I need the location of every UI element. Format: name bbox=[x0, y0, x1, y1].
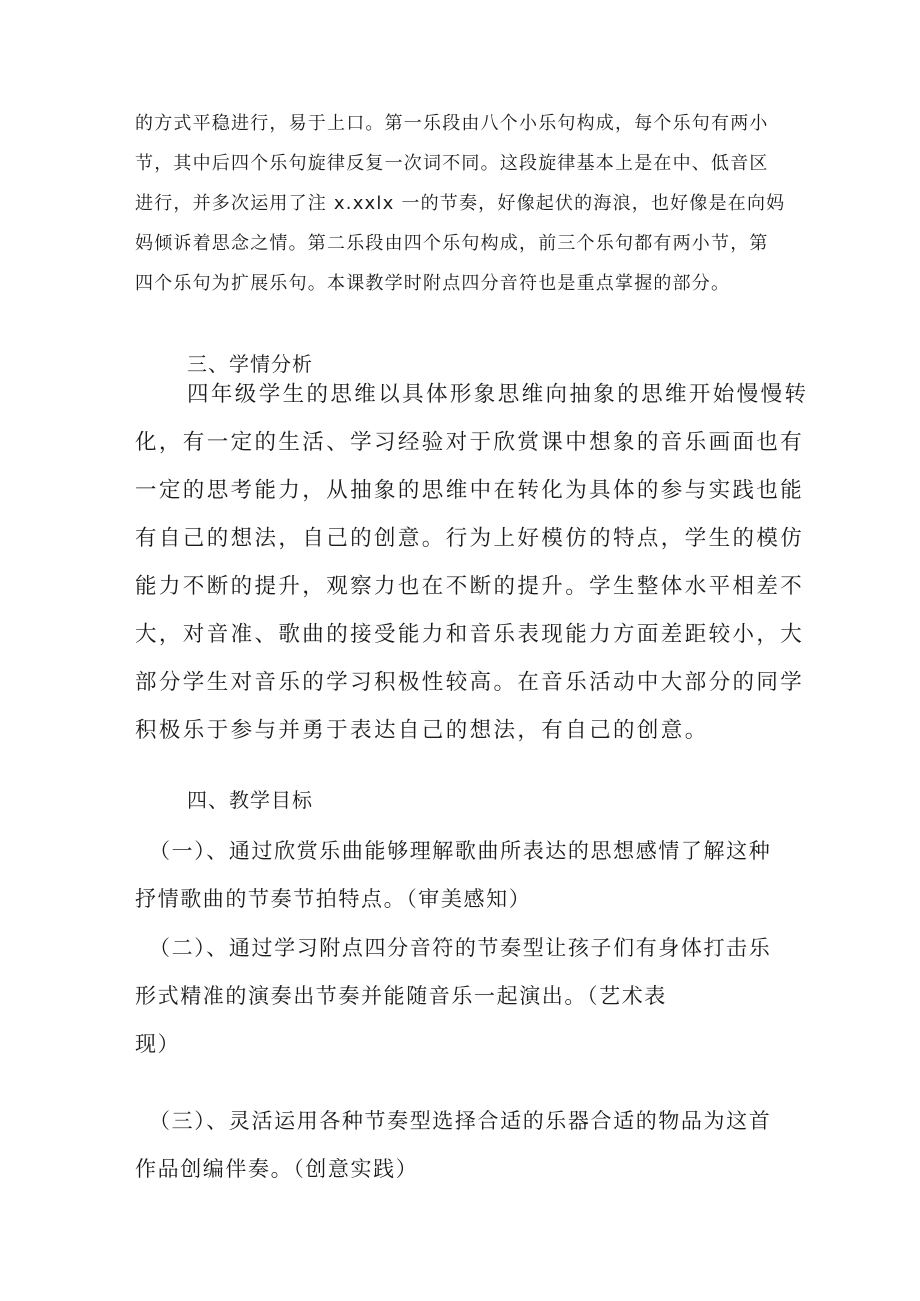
text-line: 一定的思考能力，从抽象的思维中在转化为具体的参与实践也能 bbox=[135, 478, 805, 503]
text-line: 四年级学生的思维以具体形象思维向抽象的思维开始慢慢转 bbox=[187, 382, 809, 407]
section-heading-learning-analysis: 三、学情分析 bbox=[187, 352, 313, 376]
text-line: 能力不断的提升，观察力也在不断的提升。学生整体水平相差不 bbox=[135, 574, 805, 599]
intro-paragraph bbox=[135, 104, 787, 304]
text-line: 形式精准的演奏出节奏并能随音乐一起演出。（艺术表 bbox=[135, 984, 667, 1008]
text-line: 作品创编伴奏。（创意实践） bbox=[135, 1157, 419, 1181]
text-line: 有自己的想法，自己的创意。行为上好模仿的特点，学生的模仿 bbox=[135, 526, 805, 551]
text-line: （一）、通过欣赏乐曲能够理解歌曲所表达的思想感情了解这种 bbox=[149, 839, 772, 863]
text-line: 化，有一定的生活、学习经验对于欣赏课中想象的音乐画面也有 bbox=[135, 430, 805, 455]
text-line: 部分学生对音乐的学习积极性较高。在音乐活动中大部分的同学 bbox=[135, 670, 805, 695]
objective-item bbox=[135, 827, 787, 923]
text-line: 四个乐句为扩展乐句。本课教学时附点四分音符也是重点掌握的部分。 bbox=[135, 273, 731, 294]
text-line: 大，对音准、歌曲的接受能力和音乐表现能力方面差距较小，大 bbox=[135, 622, 805, 647]
section-heading-teaching-objectives: 四、教学目标 bbox=[187, 788, 313, 812]
objective-item bbox=[135, 1097, 787, 1193]
objective-item bbox=[135, 924, 787, 1068]
text-line: 积极乐于参与并勇于表达自己的想法，有自己的创意。 bbox=[135, 718, 709, 743]
text-line: 的方式平稳进行，易于上口。第一乐段由八个小乐句构成，每个乐句有两小 bbox=[135, 113, 769, 134]
text-line: （二）、通过学习附点四分音符的节奏型让孩子们有身体打击乐 bbox=[149, 936, 772, 960]
text-line: 现） bbox=[135, 1032, 181, 1056]
text-line: 进行，并多次运用了注 x.xxlx 一的节奏，好像起伏的海浪，也好像是在向妈 bbox=[135, 193, 786, 214]
text-line: 抒情歌曲的节奏节拍特点。（审美感知） bbox=[135, 887, 532, 911]
text-line: 节，其中后四个乐句旋律反复一次词不同。这段旋律基本上是在中、低音区 bbox=[135, 153, 769, 174]
text-line: （三）、灵活运用各种节奏型选择合适的乐器合适的物品为这首 bbox=[149, 1109, 772, 1133]
learning-analysis-paragraph bbox=[135, 371, 809, 755]
text-line: 妈倾诉着思念之情。第二乐段由四个乐句构成，前三个乐句都有两小节，第 bbox=[135, 233, 769, 254]
